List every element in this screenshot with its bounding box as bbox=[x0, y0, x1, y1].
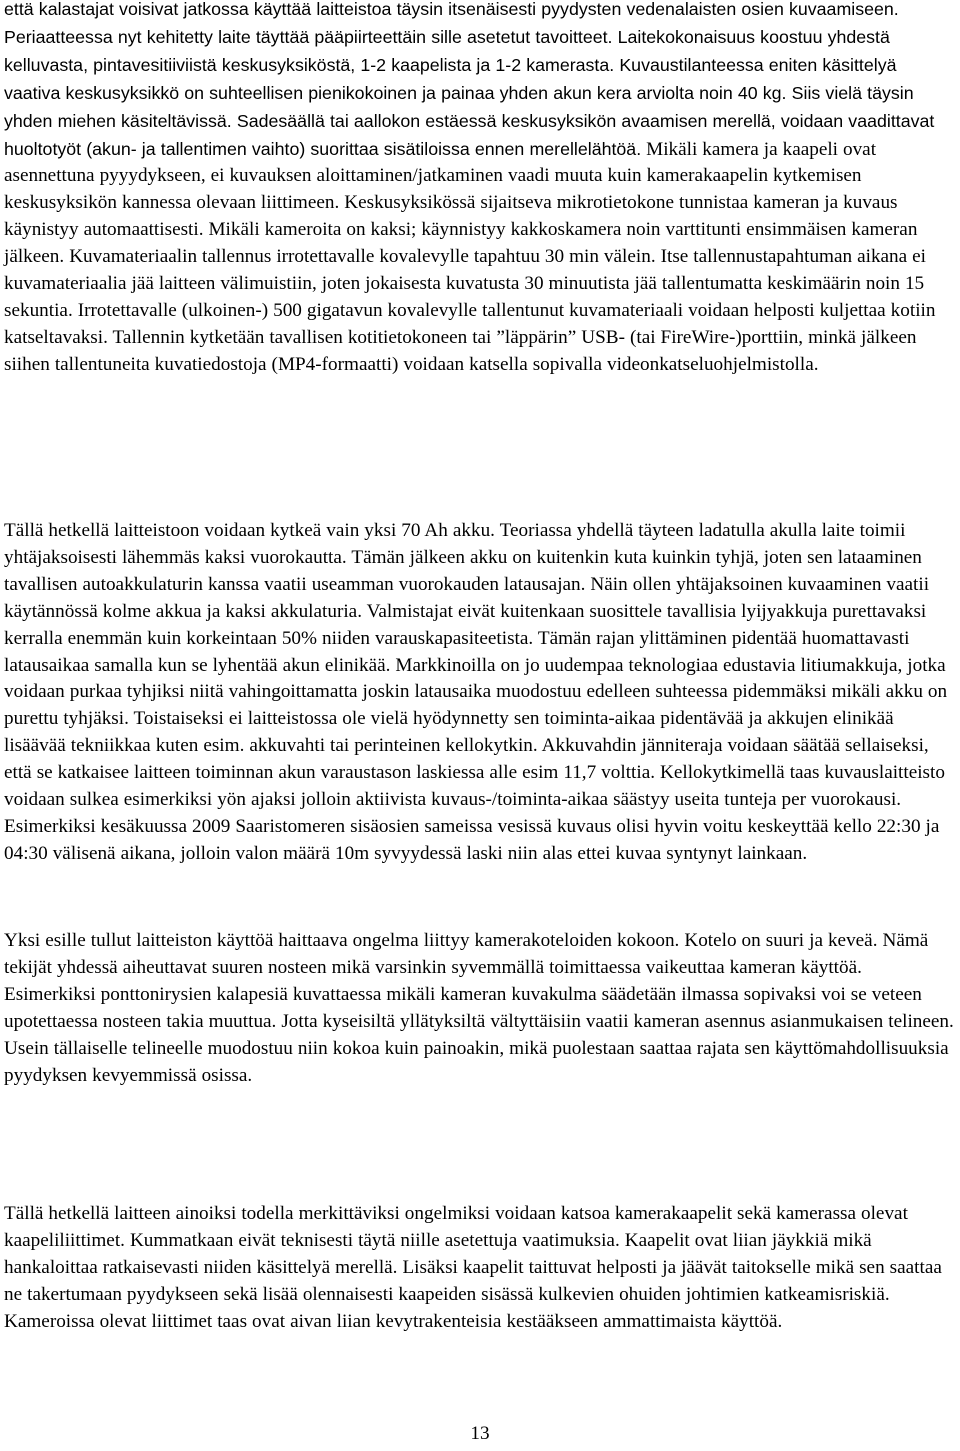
paragraph-cables bbox=[4, 1201, 954, 1336]
paragraph-device-overview bbox=[4, 0, 954, 379]
paragraph-text-segment: Yksi esille tullut laitteiston käyttöä haittaava ongelma liittyy kamerakoteloiden kokoon. Kotelo on suuri ja keveä. Nämä tekijät yhdessä aiheuttavat suuren nosteen mikä varsinkin syvemmällä toimittaessa vaikeuttaa kameran käyttöä. Esimerkiksi ponttonirysien kalapesiä kuvattaessa mikäli kameran kuvakulma säädetään ilmassa sopivaksi voi se veteen upotettaessa nosteen takia muuttua. Jotta kyseisiltä yllätyksiltä vältyttäisiin vaatii kameran asennus asianmukaisen telineen. Usein tällaiselle telineelle muodostuu niin kokoa kuin painoakin, mikä puolestaan saattaa rajata sen käyttömahdollisuuksia pyydyksen kevyemmissä osissa. bbox=[4, 930, 954, 1086]
paragraph-battery bbox=[4, 518, 954, 868]
paragraph-camera-housing bbox=[4, 928, 954, 1089]
paragraph-text-segment: Mikäli kamera ja kaapeli ovat asennettuna pyyydykseen, ei kuvauksen aloittaminen/jatkaminen vaadi muuta kuin kamerakaapelin kytkemisen keskusyksikön kannessa olevaan liittimeen. Keskusyksikössä sijaitseva mikrotietokone tunnistaa kameran ja kuvaus käynistyy automaattisesti. Mikäli kameroita on kaksi; käynnistyy kakkoskamera noin varttitunti ensimmäisen kameran jälkeen. Kuvamateriaalin tallennus irrotettavalle kovalevylle tapahtuu 30 min välein. Itse tallennustapahtuman aikana ei kuvamateriaalia jää laitteen välimuistiin, joten jokaisesta kuvatusta 30 minuutista jää tallentumatta keskimäärin noin 15 sekuntia. Irrotettavalle (ulkoinen-) 500 gigatavun kovalevylle tallentunut kuvamateriaali voidaan helposti kuljettaa kotiin katseltavaksi. Tallennin kytketään tavallisen kotitietokoneen tai ”läppärin” USB- (tai FireWire-)porttiin, minkä jälkeen siihen tallentuneita kuvatiedostoja (MP4-formaatti) voidaan katsella sopivalla videonkatseluohjelmistolla. bbox=[4, 138, 936, 375]
paragraph-text-segment: että kalastajat voisivat jatkossa käyttää laitteistoa täysin itsenäisesti pyydysten vedenalaisten osien kuvaamiseen. Periaatteessa nyt kehitetty laite täyttää pääpiirteettäin sille asetetut tavoitteet. Laitekokonaisuus koostuu yhdestä kelluvasta, pintavesitiiviistä keskusyksiköstä, 1-2 kaapelista ja 1-2 kamerasta. Kuvaustilanteessa eniten käsittelyä vaativa keskusyksikkö on suhteellisen pienikokoinen ja painaa yhden akun kera arviolta noin 40 kg. Siis vielä täysin yhden miehen käsiteltävissä. Sadesäällä tai aallokon estäessä keskusyksikön avaamisen merellä, voidaan vaadittavat huoltotyöt (akun- ja tallentimen vaihto) suorittaa sisätiloissa ennen merellelähtöä. bbox=[4, 0, 935, 159]
page-number: 13 bbox=[470, 1423, 490, 1444]
paragraph-text-segment: Tällä hetkellä laitteistoon voidaan kytkeä vain yksi 70 Ah akku. Teoriassa yhdellä täyteen ladatulla akulla laite toimii yhtäjaksoisesti lähemmäs kaksi vuorokautta. Tämän jälkeen akku on kuitenkin kuta kuinkin tyhjä, joten sen lataaminen tavallisen autoakkulaturin kanssa vaatii useamman vuorokauden latausajan. Näin ollen yhtäjaksoinen kuvaaminen vaatii käytännössä kolme akkua ja kaksi akkulaturia. Valmistajat eivät kuitenkaan suosittele tavallisia lyijyakkuja purettavaksi kerralla enemmän kuin korkeintaan 50% niiden varauskapasiteetista. Tämän rajan ylittäminen pidentää huomattavasti latausaikaa samalla kun se lyhentää akun elinikää. Markkinoilla on jo uudempaa teknologiaa edustavia litiumakkuja, jotka voidaan purkaa tyhjiksi niitä vahingoittamatta joskin latausaika muodostuu edelleen suhteessa pidemmäksi mikäli akku on purettu tyhjäksi. Toistaiseksi ei laitteistossa ole vielä hyödynnetty sen toiminta-aikaa pidentävää ja akkujen elinikää lisäävää tekniikkaa kuten esim. akkuvahti tai perinteinen kellokytkin. Akkuvahdin jänniteraja voidaan säätää sellaiseksi, että se katkaisee laitteen toiminnan akun varaustason laskiessa alle esim 11,7 volttia. Kellokytkimellä taas kuvauslaitteisto voidaan sulkea esimerkiksi yön ajaksi jolloin aktiivista kuvaus-/toiminta-aikaa säästyy useita tunteja per vuorokausi. Esimerkiksi kesäkuussa 2009 Saaristomeren sisäosien sameissa vesissä kuvaus olisi hyvin voitu keskeyttää kello 22:30 ja 04:30 välisenä aikana, jolloin valon määrä 10m syvyydessä laski niin alas ettei kuvaa syntynyt lainkaan. bbox=[4, 520, 948, 864]
paragraph-text-segment: Tällä hetkellä laitteen ainoiksi todella merkittäviksi ongelmiksi voidaan katsoa kamerakaapelit sekä kamerassa olevat kaapeliliittimet. Kummatkaan eivät teknisesti täytä niille asetettuja vaatimuksia. Kaapelit ovat liian jäykkiä mikä hankaloittaa ratkaisevasti niiden käsittelyä merellä. Lisäksi kaapelit taittuvat helposti ja jäävät taitokselle mikä sen saattaa ne takertumaan pyydykseen sekä lisää olennaisesti kaapeiden sisässä kulkevien ohuiden johtimien katkeamisriskiä. Kameroissa olevat liittimet taas ovat aivan liian kevytrakenteisia kestääkseen ammattimaista käyttöä. bbox=[4, 1203, 942, 1332]
